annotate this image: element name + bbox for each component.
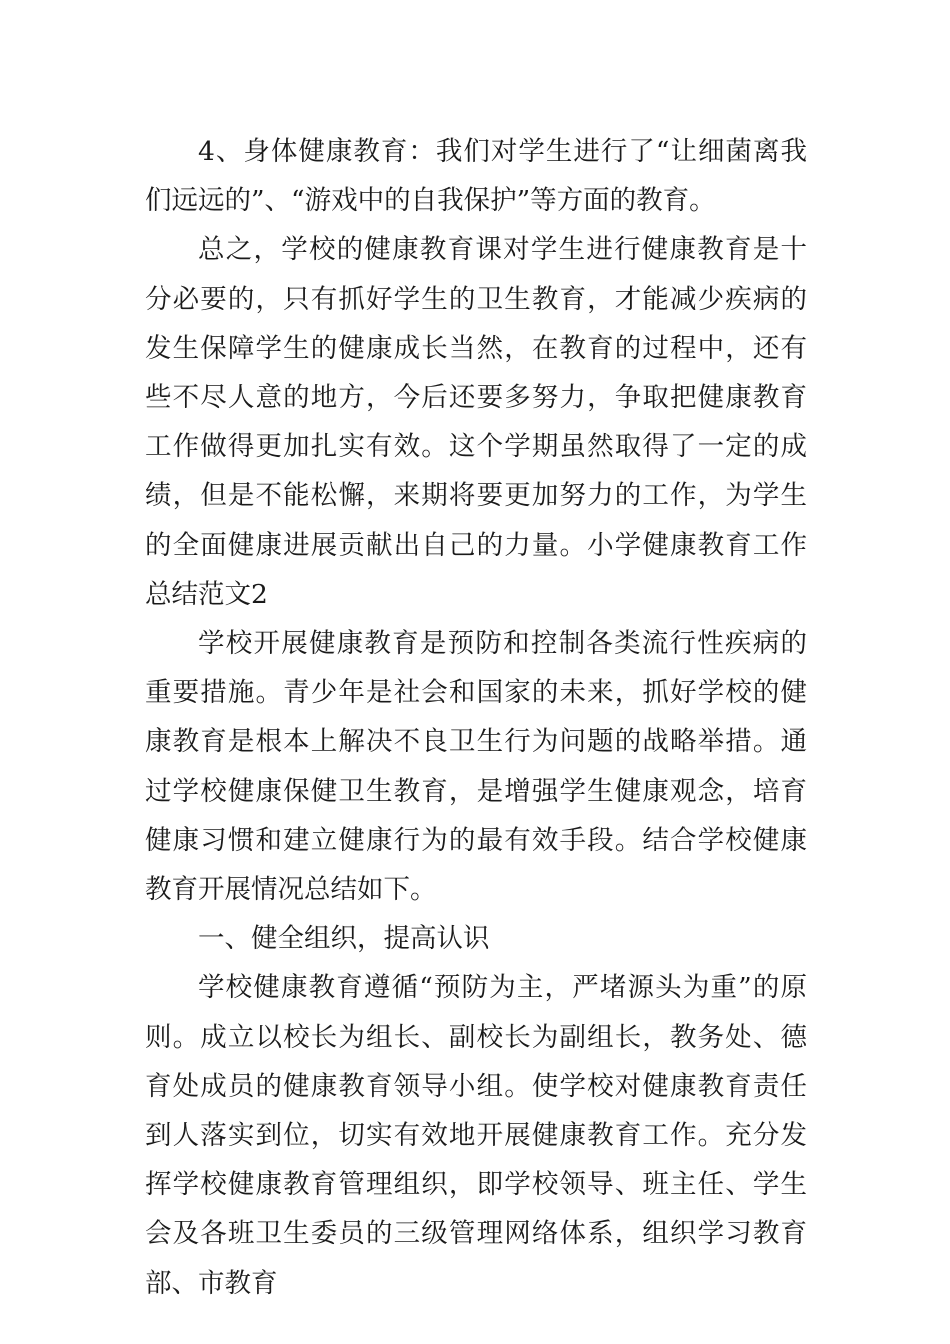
paragraph-school-health-education-intro: 学校开展健康教育是预防和控制各类流行性疾病的重要措施。青少年是社会和国家的未来，抓好学校的健康教育是根本上解决不良卫生行为问题的战略举措。通过学校健康保健卫生教育，是增强学生健康观念，培育健康习惯和建立健康行为的最有效手段。结合学校健康教育开展情况总结如下。 bbox=[145, 628, 807, 906]
paragraph-health-education-item-4: 4、身体健康教育：我们对学生进行了“让细菌离我们远远的”、“游戏中的自我保护”等方面的教育。 bbox=[145, 136, 807, 217]
paragraph-summary: 总之，学校的健康教育课对学生进行健康教育是十分必要的，只有抓好学生的卫生教育，才能减少疾病的发生保障学生的健康成长当然，在教育的过程中，还有些不尽人意的地方，今后还要多努力，争取把健康教育工作做得更加扎实有效。这个学期虽然取得了一定的成绩，但是不能松懈，来期将要更加努力的工作，为学生的全面健康进展贡献出自己的力量。小学健康教育工作总结范文2 bbox=[145, 234, 807, 610]
document-body bbox=[145, 127, 807, 1308]
paragraph-organization-details: 学校健康教育遵循“预防为主，严堵源头为重”的原则。成立以校长为组长、副校长为副组长，教务处、德育处成员的健康教育领导小组。使学校对健康教育责任到人落实到位，切实有效地开展健康教育工作。充分发挥学校健康教育管理组织，即学校领导、班主任、学生会及各班卫生委员的三级管理网络体系，组织学习教育部、市教育 bbox=[145, 972, 807, 1299]
section-heading-organization: 一、健全组织，提高认识 bbox=[198, 923, 490, 955]
